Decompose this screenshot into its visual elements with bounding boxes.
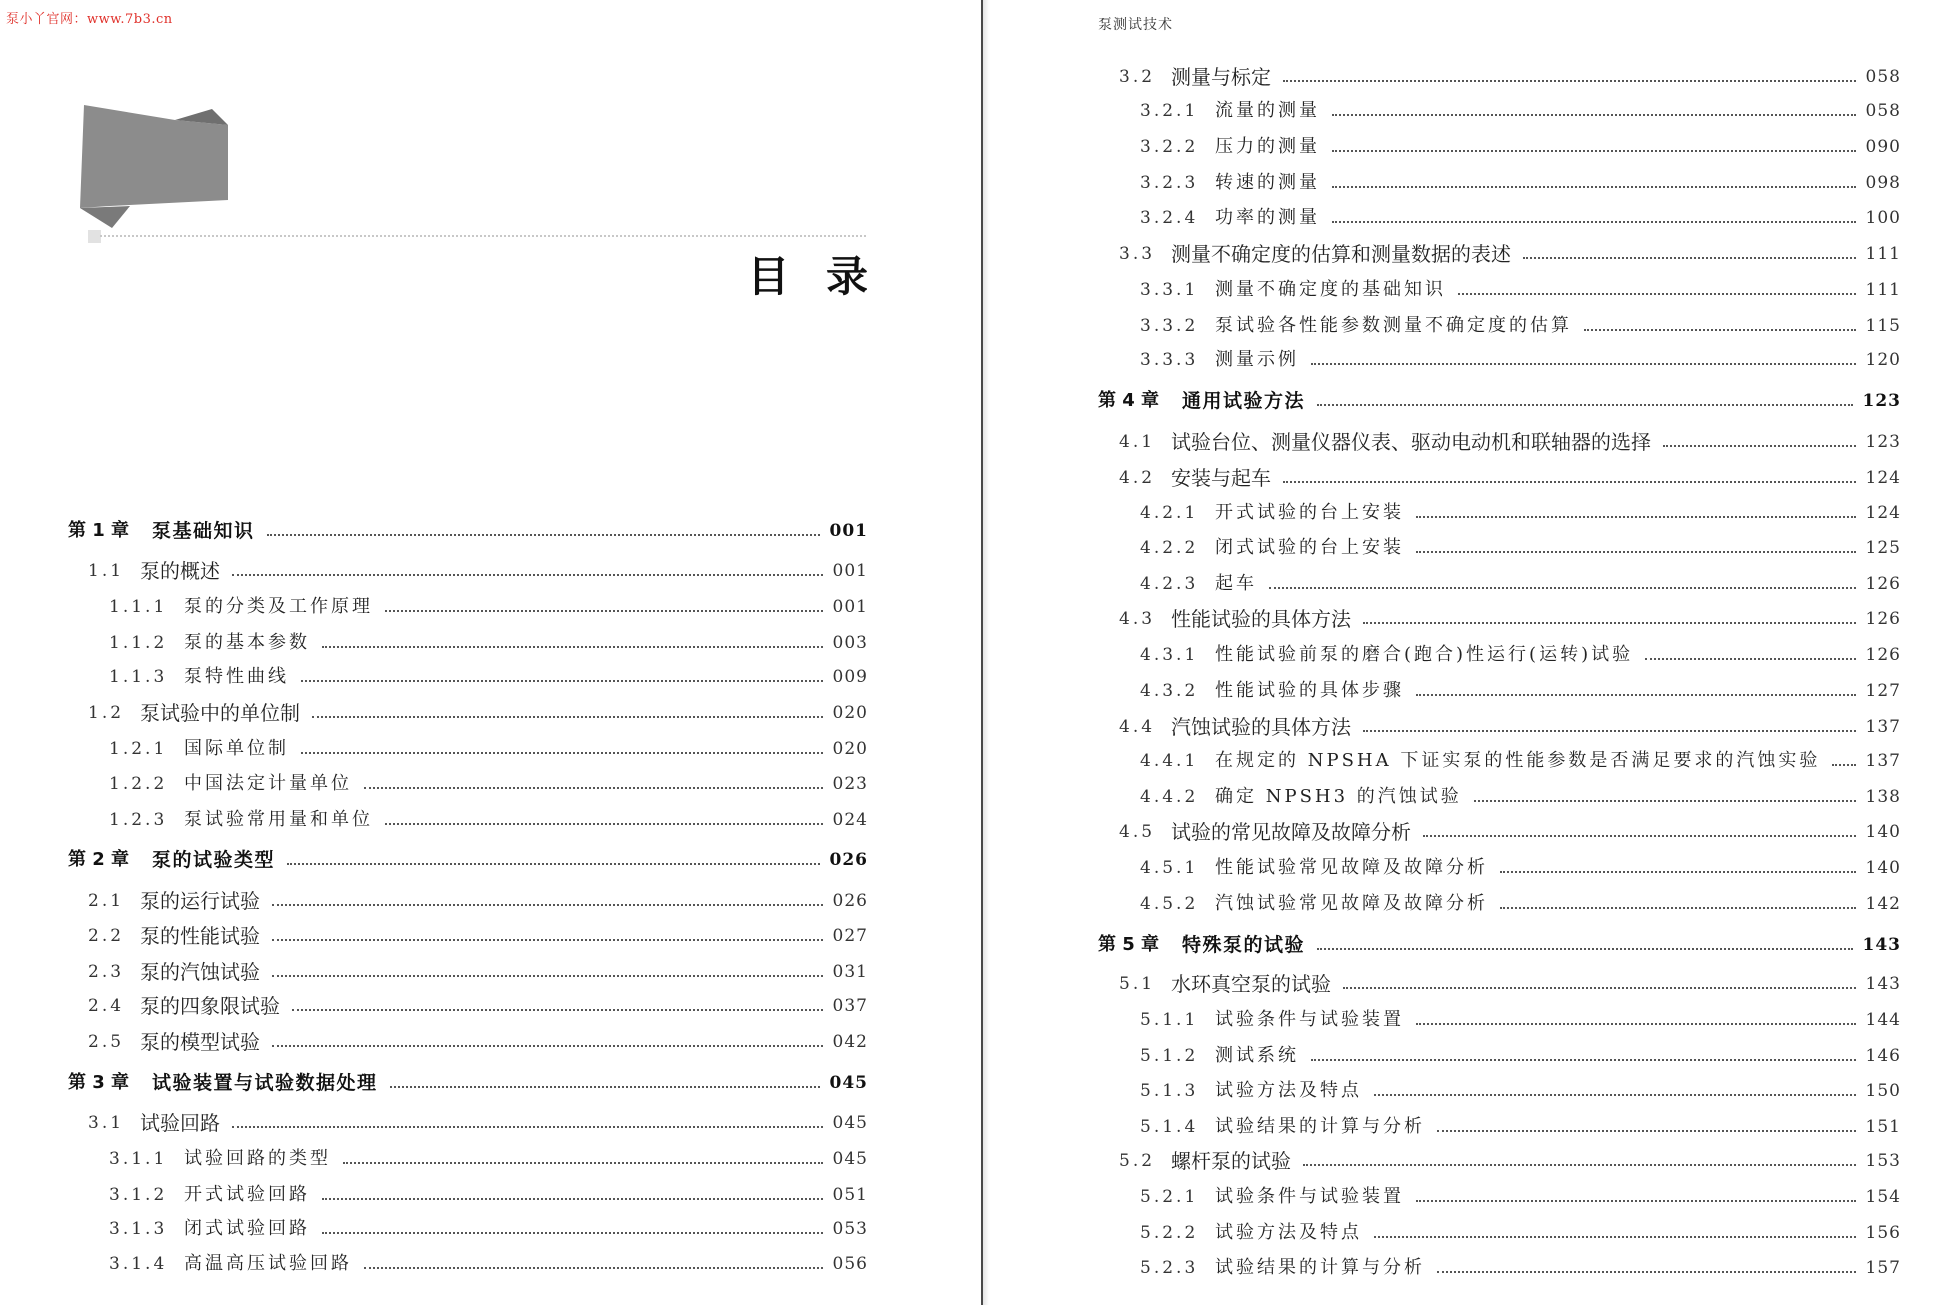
toc-chapter-row [68, 1070, 868, 1096]
toc-title: 试验回路 [140, 1111, 220, 1135]
toc-number: 1.2.2 [109, 774, 168, 794]
toc-subsection-row [109, 1216, 868, 1242]
toc-number: 4.4.1 [1140, 751, 1199, 771]
toc-title: 转速的测量 [1215, 172, 1320, 193]
toc-subsection-row [1140, 1114, 1901, 1140]
leader-dots [1500, 907, 1856, 909]
toc-section-row [1119, 714, 1901, 740]
toc-page-number: 020 [832, 703, 868, 723]
toc-title: 测量不确定度的估算和测量数据的表述 [1171, 242, 1511, 266]
toc-subsection-row [1140, 277, 1901, 303]
toc-subsection-row [1140, 748, 1901, 774]
toc-number: 4.3.1 [1140, 645, 1199, 665]
toc-number: 4.1 [1119, 432, 1156, 452]
toc-number: 1.1.3 [109, 667, 168, 687]
toc-title: 性能试验常见故障及故障分析 [1215, 857, 1488, 878]
toc-number: 4.5.2 [1140, 894, 1199, 914]
toc-subsection-row [1140, 642, 1901, 668]
toc-number: 5.2.3 [1140, 1258, 1199, 1278]
toc-page-number: 053 [832, 1219, 868, 1239]
toc-number: 4.2.2 [1140, 538, 1199, 558]
toc-page-number: 140 [1865, 858, 1901, 878]
toc-title: 试验方法及特点 [1215, 1222, 1362, 1243]
toc-number: 5.1 [1119, 974, 1156, 994]
toc-number: 4.3.2 [1140, 681, 1199, 701]
toc-number: 4.4.2 [1140, 787, 1199, 807]
leader-dots [1363, 730, 1856, 732]
leader-dots [1458, 293, 1856, 295]
toc-title: 试验方法及特点 [1215, 1080, 1362, 1101]
toc-title: 闭式试验回路 [184, 1218, 310, 1239]
leader-dots [322, 1198, 823, 1200]
toc-number: 3.3 [1119, 244, 1156, 264]
toc-title: 泵的模型试验 [140, 1030, 260, 1054]
toc-page-number: 020 [832, 739, 868, 759]
toc-number: 2.3 [88, 962, 125, 982]
toc-page-number: 137 [1865, 717, 1901, 737]
running-header: 泵测试技术 [1098, 17, 1173, 33]
toc-page-number: 001 [832, 597, 868, 617]
toc-title: 泵的运行试验 [140, 889, 260, 913]
leader-dots [301, 752, 823, 754]
toc-section-row [88, 1029, 868, 1055]
toc-chapter-row [1098, 388, 1901, 414]
toc-title: 安装与起车 [1171, 466, 1271, 490]
toc-page-number: 156 [1865, 1223, 1901, 1243]
toc-page-number: 026 [832, 891, 868, 911]
toc-subsection-row [1140, 1184, 1901, 1210]
watermark-text: 泵小丫官网：www.7b3.cn [6, 12, 173, 27]
toc-section-row [88, 959, 868, 985]
toc-title: 泵的基本参数 [184, 632, 310, 653]
toc-subsection-row [109, 771, 868, 797]
toc-title: 泵的汽蚀试验 [140, 960, 260, 984]
toc-number: 5.2 [1119, 1151, 1156, 1171]
toc-section-row [88, 700, 868, 726]
leader-dots [1374, 1094, 1856, 1096]
toc-title: 性能试验的具体步骤 [1215, 680, 1404, 701]
leader-dots [1416, 551, 1856, 553]
toc-number: 3.3.2 [1140, 316, 1199, 336]
leader-dots [1437, 1271, 1856, 1273]
toc-number: 1.2.3 [109, 810, 168, 830]
toc-title: 螺杆泵的试验 [1171, 1149, 1291, 1173]
toc-page-number: 143 [1865, 974, 1901, 994]
toc-page-number: 124 [1865, 503, 1901, 523]
toc-number: 4.2 [1119, 468, 1156, 488]
toc-page-number: 051 [832, 1185, 868, 1205]
toc-page-number: 042 [832, 1032, 868, 1052]
leader-dots [1332, 186, 1856, 188]
toc-subsection-row [1140, 98, 1901, 124]
leader-dots [1332, 150, 1856, 152]
toc-page-number: 045 [832, 1113, 868, 1133]
toc-subsection-row [1140, 784, 1901, 810]
toc-section-row [1119, 819, 1901, 845]
toc-subsection-row [1140, 855, 1901, 881]
toc-title: 试验装置与试验数据处理 [152, 1072, 378, 1094]
toc-number: 1.1.2 [109, 633, 168, 653]
toc-title: 测量示例 [1215, 349, 1299, 370]
leader-dots [1269, 587, 1856, 589]
toc-subsection-row [109, 807, 868, 833]
leader-dots [1663, 445, 1856, 447]
toc-subsection-row [109, 1182, 868, 1208]
leader-dots [232, 1126, 823, 1128]
toc-subsection-row [109, 630, 868, 656]
toc-page-number: 127 [1865, 681, 1901, 701]
toc-title: 确定 NPSH3 的汽蚀试验 [1215, 786, 1462, 807]
toc-number: 1.1.1 [109, 597, 168, 617]
toc-page-number: 100 [1865, 208, 1901, 228]
toc-title: 压力的测量 [1215, 136, 1320, 157]
toc-page-number: 045 [829, 1073, 868, 1093]
toc-title: 国际单位制 [184, 738, 289, 759]
leader-dots [1474, 800, 1856, 802]
toc-title: 性能试验前泵的磨合(跑合)性运行(运转)试验 [1215, 644, 1634, 665]
toc-page-number: 137 [1865, 751, 1901, 771]
leader-dots [287, 863, 819, 865]
toc-page-number: 090 [1865, 137, 1901, 157]
leader-dots [232, 574, 823, 576]
toc-title: 性能试验的具体方法 [1171, 607, 1351, 631]
leader-dots [1584, 329, 1856, 331]
toc-page-number: 151 [1865, 1117, 1901, 1137]
leader-dots [1283, 80, 1856, 82]
toc-page-number: 115 [1865, 316, 1901, 336]
leader-dots [1332, 114, 1856, 116]
leader-dots [1416, 1200, 1856, 1202]
toc-title: 测量不确定度的基础知识 [1215, 279, 1446, 300]
toc-page-number: 157 [1865, 1258, 1901, 1278]
toc-section-row [88, 888, 868, 914]
toc-number: 4.5 [1119, 822, 1156, 842]
toc-subsection-row [1140, 134, 1901, 160]
toc-title: 泵的分类及工作原理 [184, 596, 373, 617]
toc-title: 试验的常见故障及故障分析 [1171, 820, 1411, 844]
leader-dots [267, 534, 820, 536]
leader-dots [272, 939, 823, 941]
toc-subsection-row [1140, 1078, 1901, 1104]
toc-subsection-row [109, 664, 868, 690]
toc-page-number: 144 [1865, 1010, 1901, 1030]
toc-title: 泵的四象限试验 [140, 994, 280, 1018]
toc-subsection-row [1140, 205, 1901, 231]
toc-number: 3.2 [1119, 67, 1156, 87]
toc-subsection-row [1140, 170, 1901, 196]
leader-dots [1311, 1059, 1856, 1061]
toc-title: 水环真空泵的试验 [1171, 972, 1331, 996]
leader-dots [1374, 1236, 1856, 1238]
toc-page-number: 037 [832, 996, 868, 1016]
toc-title: 高温高压试验回路 [184, 1253, 352, 1274]
toc-section-row [1119, 465, 1901, 491]
toc-section-row [88, 993, 868, 1019]
leader-dots [1283, 481, 1856, 483]
toc-number: 5.2.1 [1140, 1187, 1199, 1207]
toc-subsection-row [109, 736, 868, 762]
toc-page-number: 111 [1865, 280, 1901, 300]
toc-page-number: 154 [1865, 1187, 1901, 1207]
toc-title: 泵的概述 [140, 559, 220, 583]
toc-page-number: 031 [832, 962, 868, 982]
toc-page-number: 143 [1862, 935, 1901, 955]
toc-title: 特殊泵的试验 [1182, 934, 1306, 956]
toc-number: 3.1.2 [109, 1185, 168, 1205]
toc-subsection-row [1140, 1220, 1901, 1246]
leader-dots [1416, 1023, 1856, 1025]
leader-dots [1416, 694, 1856, 696]
leader-dots [1416, 516, 1856, 518]
toc-number: 第 2 章 [68, 849, 130, 870]
toc-chapter-row [1098, 932, 1901, 958]
toc-section-row [1119, 971, 1901, 997]
toc-title: 泵试验各性能参数测量不确定度的估算 [1215, 315, 1572, 336]
toc-page-number: 003 [832, 633, 868, 653]
toc-number: 5.2.2 [1140, 1223, 1199, 1243]
toc-title: 泵的性能试验 [140, 924, 260, 948]
toc-title: 通用试验方法 [1182, 390, 1306, 412]
toc-subsection-row [1140, 1043, 1901, 1069]
leader-dots [322, 646, 823, 648]
leader-dots [1303, 1164, 1856, 1166]
toc-page-number: 124 [1865, 468, 1901, 488]
toc-page-number: 045 [832, 1149, 868, 1169]
leader-dots [364, 787, 823, 789]
toc-title: 泵的试验类型 [152, 849, 276, 871]
toc-title: 功率的测量 [1215, 207, 1320, 228]
leader-dots [312, 716, 823, 718]
toc-number: 3.3.1 [1140, 280, 1199, 300]
toc-title: 试验台位、测量仪器仪表、驱动电动机和联轴器的选择 [1171, 430, 1651, 454]
toc-title: 泵试验常用量和单位 [184, 809, 373, 830]
leader-dots [1317, 404, 1852, 406]
leader-dots [322, 1232, 823, 1234]
leader-dots [1437, 1130, 1856, 1132]
toc-page-number: 027 [832, 926, 868, 946]
leader-dots [1645, 658, 1855, 660]
folded-ribbon-ornament [70, 95, 250, 245]
toc-number: 1.2.1 [109, 739, 168, 759]
toc-number: 2.4 [88, 996, 125, 1016]
toc-page-number: 150 [1865, 1081, 1901, 1101]
leader-dots [1317, 948, 1852, 950]
leader-dots [343, 1162, 823, 1164]
leader-dots [385, 610, 823, 612]
toc-number: 1.2 [88, 703, 125, 723]
toc-page-number: 123 [1865, 432, 1901, 452]
toc-title: 起车 [1215, 573, 1257, 594]
toc-page-number: 023 [832, 774, 868, 794]
toc-page-number: 126 [1865, 609, 1901, 629]
toc-number: 3.1.4 [109, 1254, 168, 1274]
toc-title: 试验结果的计算与分析 [1215, 1257, 1425, 1278]
toc-number: 5.1.2 [1140, 1046, 1199, 1066]
toc-number: 3.2.2 [1140, 137, 1199, 157]
toc-subsection-row [1140, 313, 1901, 339]
leader-dots [1832, 764, 1855, 766]
toc-title: 在规定的 NPSHA 下证实泵的性能参数是否满足要求的汽蚀实验 [1215, 750, 1821, 771]
leader-dots [385, 823, 823, 825]
toc-title: 试验条件与试验装置 [1215, 1009, 1404, 1030]
toc-title: 泵试验中的单位制 [140, 701, 300, 725]
toc-title: 泵基础知识 [152, 520, 255, 542]
toc-title: 泵特性曲线 [184, 666, 289, 687]
toc-title: 开式试验回路 [184, 1184, 310, 1205]
toc-number: 5.1.1 [1140, 1010, 1199, 1030]
toc-page-number: 126 [1865, 574, 1901, 594]
leader-dots [364, 1267, 823, 1269]
toc-number: 3.1.1 [109, 1149, 168, 1169]
toc-number: 第 5 章 [1098, 934, 1160, 955]
toc-number: 3.2.4 [1140, 208, 1199, 228]
toc-title: 闭式试验的台上安装 [1215, 537, 1404, 558]
toc-number: 4.4 [1119, 717, 1156, 737]
toc-subsection-row [109, 594, 868, 620]
toc-section-row [1119, 606, 1901, 632]
toc-subsection-row [1140, 1255, 1901, 1281]
toc-page-number: 058 [1865, 67, 1901, 87]
toc-page-number: 120 [1865, 350, 1901, 370]
leader-dots [1332, 221, 1856, 223]
toc-number: 1.1 [88, 561, 125, 581]
toc-page-number: 001 [832, 561, 868, 581]
leader-dots [292, 1009, 823, 1011]
toc-subsection-row [109, 1251, 868, 1277]
toc-page-number: 056 [832, 1254, 868, 1274]
toc-page-number: 138 [1865, 787, 1901, 807]
toc-title: 试验结果的计算与分析 [1215, 1116, 1425, 1137]
leader-dots [272, 904, 823, 906]
toc-number: 3.2.1 [1140, 101, 1199, 121]
toc-page-number: 098 [1865, 173, 1901, 193]
leader-dots [272, 1045, 823, 1047]
toc-section-row [88, 923, 868, 949]
toc-number: 2.5 [88, 1032, 125, 1052]
toc-subsection-row [1140, 500, 1901, 526]
toc-number: 4.2.3 [1140, 574, 1199, 594]
toc-section-row [88, 558, 868, 584]
toc-subsection-row [1140, 571, 1901, 597]
ribbon-tail [80, 206, 130, 228]
toc-title: 中国法定计量单位 [184, 773, 352, 794]
toc-section-row [1119, 1148, 1901, 1174]
toc-page-number: 001 [829, 521, 868, 541]
toc-page-number: 026 [829, 850, 868, 870]
toc-page-number: 111 [1865, 244, 1901, 264]
toc-number: 3.1.3 [109, 1219, 168, 1239]
toc-number: 3.3.3 [1140, 350, 1199, 370]
leader-dots [272, 975, 823, 977]
page-spine-shadow [983, 0, 989, 1305]
toc-page-number: 009 [832, 667, 868, 687]
toc-subsection-row [1140, 678, 1901, 704]
toc-title: 试验条件与试验装置 [1215, 1186, 1404, 1207]
toc-section-row [1119, 64, 1901, 90]
leader-dots [1523, 257, 1856, 259]
toc-subsection-row [109, 1146, 868, 1172]
toc-page-number: 126 [1865, 645, 1901, 665]
toc-page-number: 140 [1865, 822, 1901, 842]
toc-number: 2.2 [88, 926, 125, 946]
toc-number: 4.2.1 [1140, 503, 1199, 523]
toc-number: 第 3 章 [68, 1072, 130, 1093]
toc-number: 3.2.3 [1140, 173, 1199, 193]
toc-title: 开式试验的台上安装 [1215, 502, 1404, 523]
toc-page-number: 058 [1865, 101, 1901, 121]
leader-dots [1363, 622, 1856, 624]
toc-page-number: 142 [1865, 894, 1901, 914]
toc-chapter-row [68, 518, 868, 544]
toc-section-row [1119, 429, 1901, 455]
leader-dots [1500, 871, 1856, 873]
heading-dotted-rule [100, 235, 866, 237]
toc-number: 3.1 [88, 1113, 125, 1133]
toc-number: 5.1.3 [1140, 1081, 1199, 1101]
toc-chapter-row [68, 847, 868, 873]
toc-page-number: 146 [1865, 1046, 1901, 1066]
leader-dots [1423, 835, 1856, 837]
toc-section-row [1119, 241, 1901, 267]
toc-title: 汽蚀试验的具体方法 [1171, 715, 1351, 739]
toc-title: 试验回路的类型 [184, 1148, 331, 1169]
leader-dots [301, 680, 823, 682]
toc-subsection-row [1140, 535, 1901, 561]
toc-page-number: 024 [832, 810, 868, 830]
toc-subsection-row [1140, 891, 1901, 917]
toc-number: 4.3 [1119, 609, 1156, 629]
page-title: 目 录 [747, 252, 868, 301]
toc-number: 第 1 章 [68, 520, 130, 541]
toc-title: 流量的测量 [1215, 100, 1320, 121]
toc-title: 汽蚀试验常见故障及故障分析 [1215, 893, 1488, 914]
toc-page-number: 123 [1862, 391, 1901, 411]
toc-number: 第 4 章 [1098, 390, 1160, 411]
toc-section-row [88, 1110, 868, 1136]
toc-page-number: 153 [1865, 1151, 1901, 1171]
leader-dots [1343, 987, 1856, 989]
leader-dots [390, 1086, 820, 1088]
toc-number: 2.1 [88, 891, 125, 911]
toc-number: 5.1.4 [1140, 1117, 1199, 1137]
toc-number: 4.5.1 [1140, 858, 1199, 878]
leader-dots [1311, 363, 1856, 365]
toc-subsection-row [1140, 1007, 1901, 1033]
toc-title: 测量与标定 [1171, 65, 1271, 89]
toc-page-number: 125 [1865, 538, 1901, 558]
toc-title: 测试系统 [1215, 1045, 1299, 1066]
toc-subsection-row [1140, 347, 1901, 373]
